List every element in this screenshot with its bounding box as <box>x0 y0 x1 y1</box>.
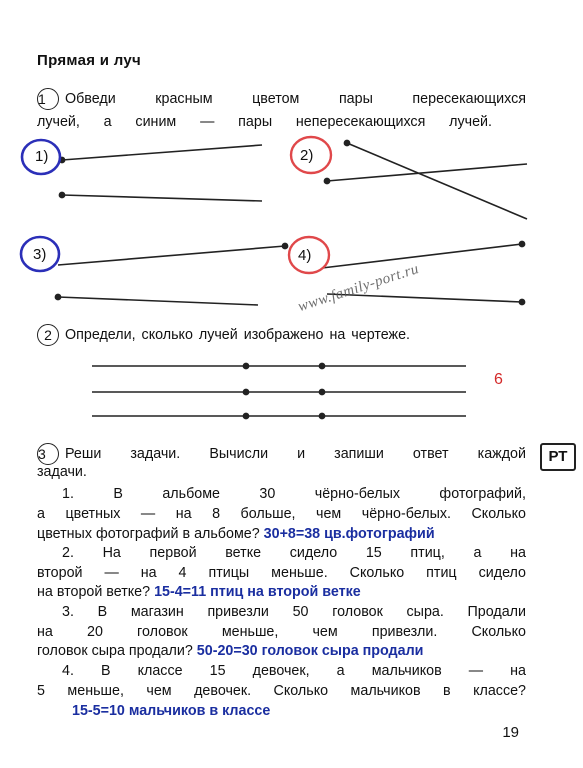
ray-4a-origin <box>519 241 524 246</box>
watermark: www.family-port.ru <box>296 260 422 316</box>
problem4-answer: 15-5=10 мальчиков в классе <box>72 703 271 719</box>
problem4-line1: 4. В классе 15 девочек, а мальчиков — на <box>62 663 526 679</box>
task1-number: 1 <box>37 88 59 110</box>
task2-drawing <box>92 363 466 418</box>
problem1-line3: цветных фотографий в альбоме? 30+8=38 цв.фотографий <box>37 526 435 542</box>
ray-4a <box>322 244 522 268</box>
ray-4b-origin <box>519 299 524 304</box>
task2-text: 2 Определи, сколько лучей изображено на чертеже. <box>37 324 547 346</box>
pair-label-3: 3) <box>33 246 47 263</box>
task1-text-line1: 1 Обведи красным цветом пары пересекающихся <box>37 88 526 110</box>
ray-3b <box>58 297 258 305</box>
ray-3b-origin <box>55 294 60 299</box>
problem2-line3: на второй ветке? 15-4=11 птиц на второй ветке <box>37 584 361 600</box>
problem3-answer: 50-20=30 головок сыра продали <box>196 643 424 659</box>
problem2-line1: 2. На первой ветке сидело 15 птиц, а на <box>62 545 526 561</box>
task1-text-line2: лучей, а синим — пары непересекающихся лучей. <box>37 114 492 130</box>
problem2-answer: 15-4=11 птиц на второй ветке <box>154 584 361 600</box>
ray-pair-1 <box>59 145 262 201</box>
task3-intro-line1: 3 Реши задачи. Вычисли и запиши ответ каждой <box>37 443 526 465</box>
ray-2a <box>347 143 527 219</box>
ray-2b-origin <box>324 178 329 183</box>
pair-label-2: 2) <box>300 147 314 164</box>
task2-answer: 6 <box>494 371 503 388</box>
ray-3a-origin <box>282 243 287 248</box>
problem2-line2: второй — на 4 птицы меньше. Сколько птиц сидело <box>37 565 526 581</box>
ray-pair-2 <box>324 140 527 219</box>
problem1-answer: 30+8=38 цв.фотографий <box>263 526 435 542</box>
problem3-line2: на 20 головок меньше, чем привезли. Сколько <box>37 624 526 640</box>
ray-2a-origin <box>344 140 349 145</box>
task3-number: 3 <box>37 443 59 465</box>
pair-label-4: 4) <box>298 247 312 264</box>
rt-badge: РТ <box>540 443 576 471</box>
ray-2b <box>327 164 527 181</box>
ray-1b-origin <box>59 192 64 197</box>
ray-pair-3 <box>55 243 287 305</box>
problem4-line2: 5 меньше, чем девочек. Сколько мальчиков в классе? <box>37 683 526 699</box>
pair-label-1: 1) <box>35 148 49 165</box>
page-number: 19 <box>502 724 519 741</box>
page-title: Прямая и луч <box>37 52 142 69</box>
problem3-line3: головок сыра продали? 50-20=30 головок сыра продали <box>37 643 424 659</box>
problem1-line2: а цветных — на 8 больше, чем чёрно-белых. Сколько <box>37 506 526 522</box>
ray-3a <box>58 246 285 265</box>
problem3-line1: 3. В магазин привезли 50 головок сыра. Продали <box>62 604 526 620</box>
problem1-line1: 1. В альбоме 30 чёрно-белых фотографий, <box>62 486 526 502</box>
task2-number: 2 <box>37 324 59 346</box>
task3-intro-line2: задачи. <box>37 464 87 480</box>
ray-1b <box>62 195 262 201</box>
ray-1a <box>62 145 262 160</box>
